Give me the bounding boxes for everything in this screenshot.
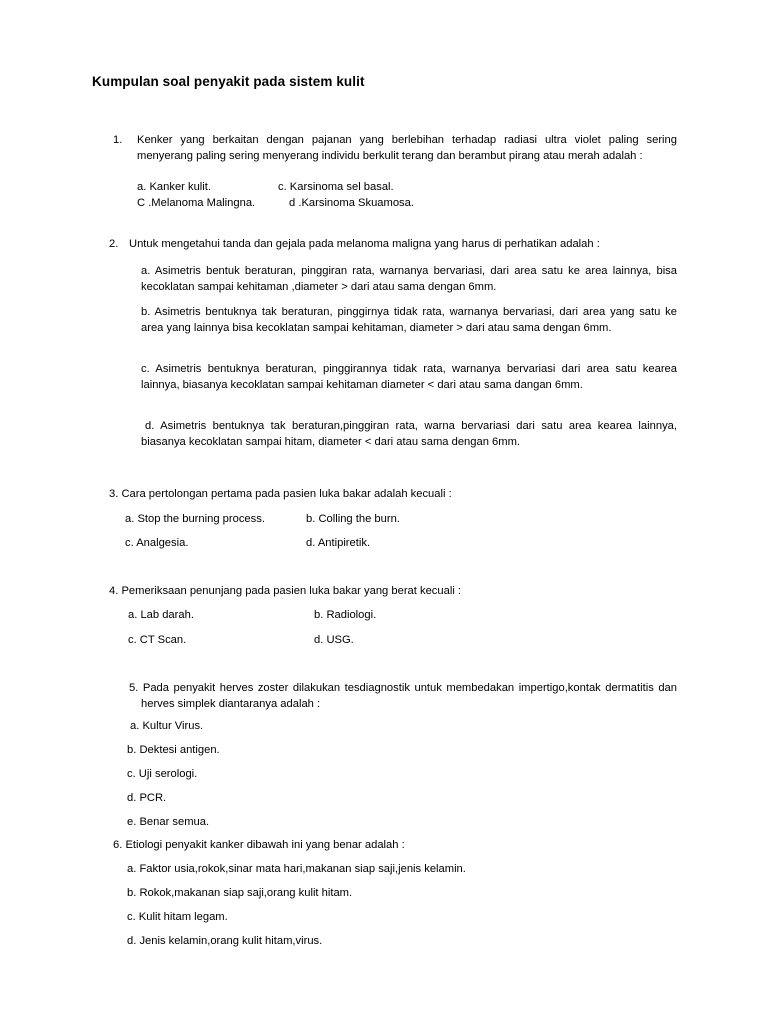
question-3-option-d: d. Antipiretik. bbox=[306, 537, 371, 549]
question-4-option-c: c. CT Scan. bbox=[128, 634, 187, 646]
question-5-text: 5. Pada penyakit herves zoster dilakukan tesdiagnostik untuk membedakan impertigo,kontak dermatitis dan herves simplek diantaranya adalah : bbox=[129, 682, 677, 710]
question-5-option-b: b. Dektesi antigen. bbox=[127, 744, 220, 756]
question-3-option-a: a. Stop the burning process. bbox=[125, 513, 265, 525]
question-4-option-a: a. Lab darah. bbox=[128, 609, 194, 621]
question-1-number: 1. bbox=[113, 134, 123, 146]
question-3-option-b: b. Colling the burn. bbox=[306, 513, 400, 525]
question-4-option-d: d. USG. bbox=[314, 634, 354, 646]
question-5-option-c: c. Uji serologi. bbox=[127, 768, 198, 780]
question-1-option-c2: C .Melanoma Malingna. bbox=[137, 197, 256, 209]
question-1-option-a: a. Kanker kulit. bbox=[137, 181, 211, 193]
question-5-option-d: d. PCR. bbox=[127, 792, 167, 804]
question-5-option-a: a. Kultur Virus. bbox=[130, 720, 204, 732]
question-2-option-a: a. Asimetris bentuk beraturan, pinggiran rata, warnanya bervariasi, dari area satu ke area lainnya, bisa kecoklatan sampai kehitaman ,diameter > dari atau sama dengan 6mm. bbox=[141, 265, 677, 293]
question-6-option-b: b. Rokok,makanan siap saji,orang kulit hitam. bbox=[127, 887, 353, 899]
question-6-text: 6. Etiologi penyakit kanker dibawah ini yang benar adalah : bbox=[113, 839, 405, 851]
question-6-option-a: a. Faktor usia,rokok,sinar mata hari,makanan siap saji,jenis kelamin. bbox=[127, 863, 466, 875]
question-3-option-c: c. Analgesia. bbox=[125, 537, 189, 549]
question-2-option-b: b. Asimetris bentuknya tak beraturan, pinggirnya tidak rata, warnanya bervariasi, dari area yang satu ke area yang lainnya bisa kecoklatan sampai kehitaman, diameter > dari atau sama dengan 6mm. bbox=[141, 306, 677, 334]
question-2-number: 2. bbox=[109, 238, 119, 250]
question-5-option-e: e. Benar semua. bbox=[127, 816, 210, 828]
question-3-text: 3. Cara pertolongan pertama pada pasien luka bakar adalah kecuali : bbox=[109, 488, 452, 500]
question-1-option-c: c. Karsinoma sel basal. bbox=[278, 181, 394, 193]
question-4-text: 4. Pemeriksaan penunjang pada pasien luka bakar yang berat kecuali : bbox=[109, 585, 462, 597]
question-1-text: Kenker yang berkaitan dengan pajanan yang berlebihan terhadap radiasi ultra violet paling sering menyerang paling sering menyerang individu berkulit terang dan berambut pirang atau merah adalah : bbox=[137, 134, 677, 162]
question-1-option-d: d .Karsinoma Skuamosa. bbox=[289, 197, 414, 209]
question-6-option-d: d. Jenis kelamin,orang kulit hitam,virus. bbox=[127, 935, 323, 947]
page-title: Kumpulan soal penyakit pada sistem kulit bbox=[92, 74, 365, 89]
question-2-option-d: d. Asimetris bentuknya tak beraturan,pinggiran rata, warna bervariasi dari satu area kearea lainnya, biasanya kecoklatan sampai hitam, diameter < dari atau sama dengan 6mm. bbox=[141, 420, 677, 448]
question-2-text: Untuk mengetahui tanda dan gejala pada melanoma maligna yang harus di perhatikan adalah : bbox=[129, 238, 600, 250]
question-6-option-c: c. Kulit hitam legam. bbox=[127, 911, 228, 923]
question-4-option-b: b. Radiologi. bbox=[314, 609, 377, 621]
question-2-option-c: c. Asimetris bentuknya beraturan, pinggirannya tidak rata, warnanya bervariasi dari area satu kearea lainnya, biasanya kecoklatan sampai kehitaman diameter < dari atau sama dangan 6mm. bbox=[141, 363, 677, 391]
